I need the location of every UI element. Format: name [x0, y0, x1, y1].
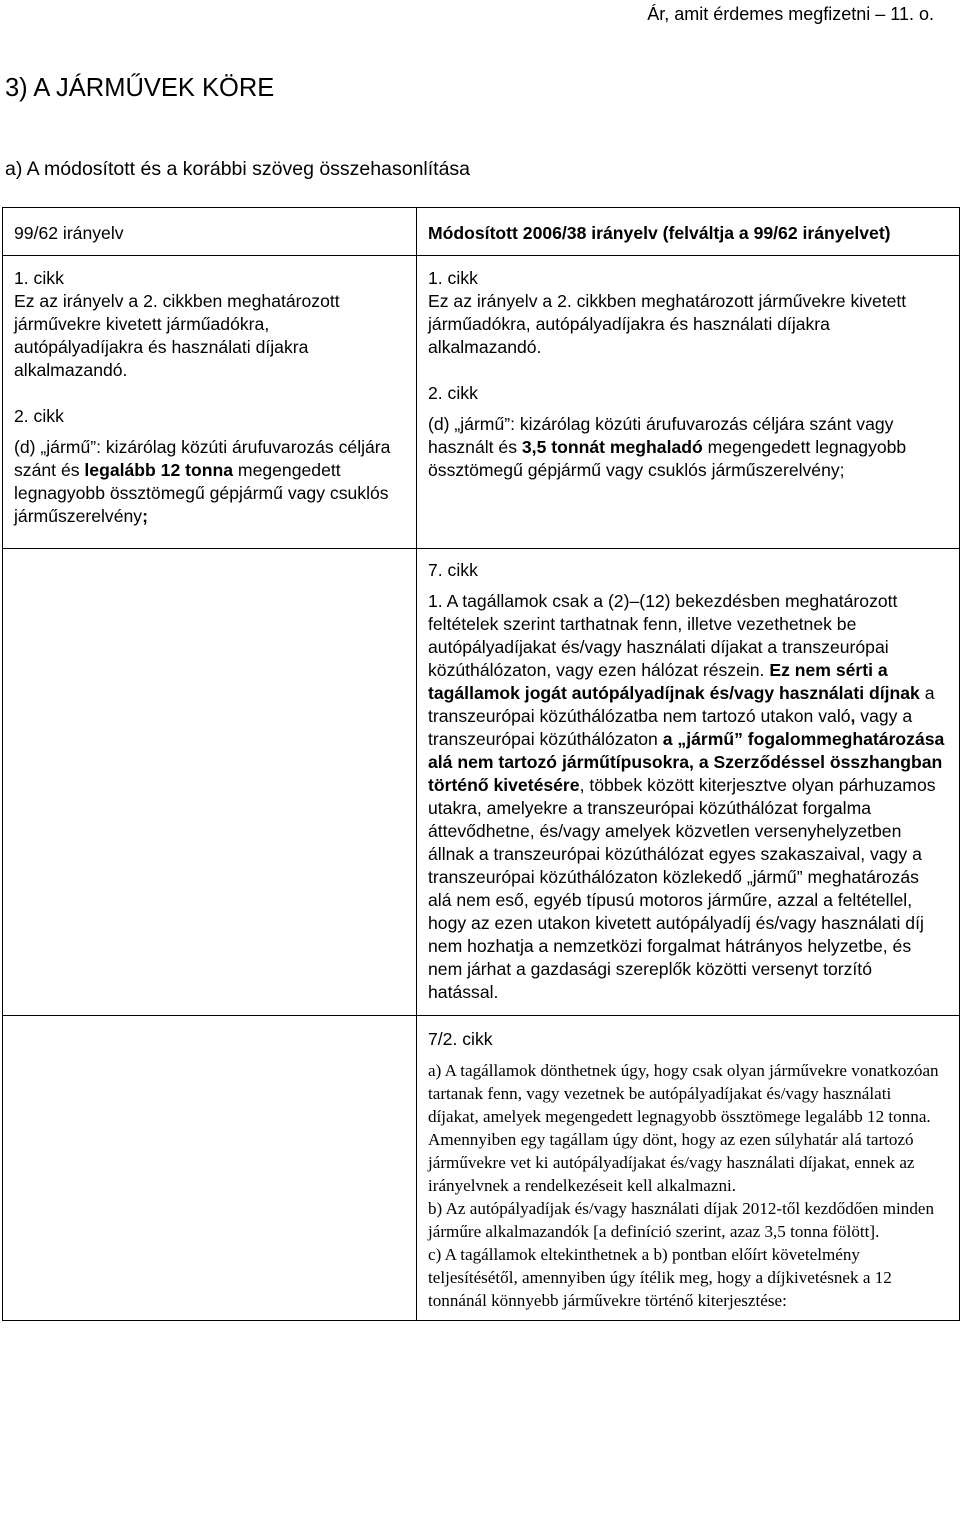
left-empty-cell [3, 549, 417, 1016]
table-row [3, 1016, 960, 1321]
left-article-2-label: 2. cikk [14, 406, 64, 426]
right-article-2-label: 2. cikk [428, 383, 478, 403]
article-7-2-point-a: a) A tagállamok dönthetnek úgy, hogy csak olyan járművekre vonatkozóan tartanak fenn, vagy vezetnek be autópályadíjakat és/vagy használati díjakat, amelyek megengedett legnagyobb össztömege legalább 12 tonna. Amennyiben egy tagállam úgy dönt, hogy az ezen súlyhatár alá tartozó járművekre vet ki autópályadíjakat és/vagy használati díjakat, ennek az irányelvnek a rendelkezéseit kell alkalmazni. [428, 1061, 939, 1195]
table-row [3, 549, 960, 1016]
left-column-heading: 99/62 irányelv [14, 223, 124, 243]
article-7-2-point-c: c) A tagállamok eltekinthetnek a b) pontban előírt követelmény teljesítésétől, amennyiben úgy ítélik meg, hogy a díjkivetésnek a 12 tonnánál könnyebb járművekre történő kiterjesztése: [428, 1245, 892, 1310]
article-7-text: 1. A tagállamok csak a (2)–(12) bekezdésben meghatározott feltételek szerint tarthatnak fenn, illetve vezethetnek be autópályadíjakat és/vagy használati díjakat a transzeurópai közúthálózaton, vagy ezen hálózat részein. Ez nem sérti a tagállamok jogát autópályadíjnak és/vagy használati díjnak a transzeurópai közúthálózatba nem tartozó utakon való, vagy a transzeurópai közúthálózaton a „jármű” fogalommeghatározása alá nem tartozó járműtípusokra, a Szerződéssel összhangban történő kivetésére, többek között kiterjesztve olyan párhuzamos utakra, amelyekre a transzeurópai közúthálózat forgalma áttevődhetne, és/vagy amelyek közvetlen versenyhelyzetben állnak a transzeurópai közúthálózat egyes szakaszaival, vagy a transzeurópai közúthálózaton közlekedő „jármű” meghatározás alá nem eső, egyéb típusú motoros járműre, azzal a feltétellel, hogy az ezen utakon kivetett autópályadíj és/vagy használati díj nem hozhatja a nemzetközi forgalmat hátrányos helyzetbe, és nem járhat a gazdasági szereplők közötti versenyt torzító hatással. [428, 591, 945, 1002]
right-cell-article-7-2 [417, 1016, 960, 1321]
left-article-1-label: 1. cikk [14, 268, 64, 288]
right-column-heading: Módosított 2006/38 irányelv (felváltja a 99/62 irányelvet) [428, 223, 891, 243]
table-header-row [3, 208, 960, 256]
left-empty-cell [3, 1016, 417, 1321]
article-7-label: 7. cikk [428, 560, 478, 580]
right-article-1-label: 1. cikk [428, 268, 478, 288]
left-cell-articles [3, 256, 417, 549]
right-cell-articles [417, 256, 960, 549]
article-7-2-label: 7/2. cikk [428, 1029, 493, 1049]
right-column-heading-cell [417, 208, 960, 256]
running-header: Ár, amit érdemes megfizetni – 11. o. [647, 4, 934, 24]
right-article-2-text: (d) „jármű”: kizárólag közúti árufuvarozás céljára szánt vagy használt és 3,5 tonnát meghaladó megengedett legnagyobb össztömegű gépjármű vagy csuklós járműszerelvény; [428, 414, 907, 480]
left-column-heading-cell [3, 208, 417, 256]
section-title: 3) A JÁRMŰVEK KÖRE [5, 74, 275, 102]
right-cell-article-7 [417, 549, 960, 1016]
subsection-title: a) A módosított és a korábbi szöveg összehasonlítása [5, 158, 471, 180]
left-article-2-text: (d) „jármű”: kizárólag közúti árufuvarozás céljára szánt és legalább 12 tonna megengedett legnagyobb össztömegű gépjármű vagy csuklós járműszerelvény; [14, 437, 391, 526]
right-article-1-text: Ez az irányelv a 2. cikkben meghatározott járművekre kivetett járműadókra, autópályadíjakra és használati díjakra alkalmazandó. [428, 291, 907, 357]
comparison-table [2, 207, 960, 1321]
left-article-1-text: Ez az irányelv a 2. cikkben meghatározott járművekre kivetett járműadókra, autópályadíjakra és használati díjakra alkalmazandó. [14, 291, 340, 380]
table-row [3, 256, 960, 549]
article-7-2-point-b: b) Az autópályadíjak és/vagy használati díjak 2012-től kezdődően minden járműre alkalmazandók [a definíció szerint, azaz 3,5 tonna fölött]. [428, 1199, 935, 1241]
